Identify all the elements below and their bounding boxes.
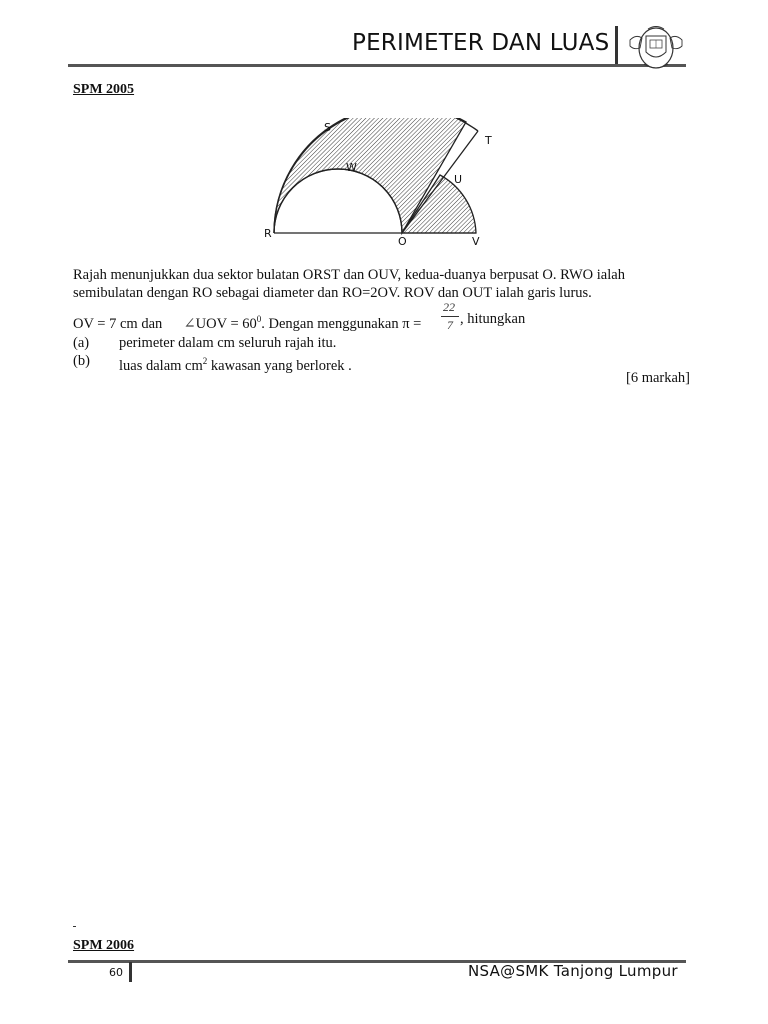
page-header-title: PERIMETER DAN LUAS [352,30,610,56]
part-b-text-post: kawasan yang berlorek . [207,357,352,374]
part-b-text-pre: luas dalam cm [119,357,203,374]
given-values-line [73,310,421,333]
question-paragraph-line-1: Rajah menunjukkan dua sektor bulatan ORST dan OUV, kedua-duanya berpusat O. RWO ialah [73,267,625,283]
geometry-diagram [258,118,498,250]
part-a-label: (a) [73,335,90,351]
part-b-label: (b) [73,353,90,369]
header-divider [615,26,618,64]
page-number: 60 [109,966,123,979]
label-u: U [454,173,463,186]
angle-value-text: UOV = 60 [195,315,257,332]
label-s: S [324,121,331,134]
angle-icon: ∠ [183,315,196,332]
pi-fraction-denominator: 7 [447,318,453,332]
header-rule [68,64,686,67]
school-crest-logo [628,22,684,74]
section-title-spm-2005: SPM 2005 [73,82,135,97]
pi-text: . Dengan menggunakan π = [261,315,422,332]
pi-fraction-numerator: 22 [443,300,455,314]
marks-label: [6 markah] [626,370,691,386]
label-t: T [485,134,492,147]
footer-divider [129,962,132,982]
pi-fraction-bar [441,316,459,317]
footer-credit: NSA@SMK Tanjong Lumpur [468,962,678,980]
label-w: W [346,161,357,174]
degree-superscript: 0 [256,314,262,324]
hitungkan-text: , hitungkan [460,311,526,327]
small-dash-mark [73,926,76,927]
label-r: R [264,227,272,240]
label-v: V [472,235,480,248]
part-b-text [119,352,352,375]
label-o: O [398,235,407,248]
section-title-spm-2006: SPM 2006 [73,938,135,953]
question-paragraph-line-2: semibulatan dengan RO sebagai diameter dan RO=2OV. ROV dan OUT ialah garis lurus. [73,285,592,301]
ov-value-text: OV = 7 cm dan [73,315,163,332]
part-b-superscript: 2 [202,356,208,366]
part-a-text: perimeter dalam cm seluruh rajah itu. [119,335,337,351]
